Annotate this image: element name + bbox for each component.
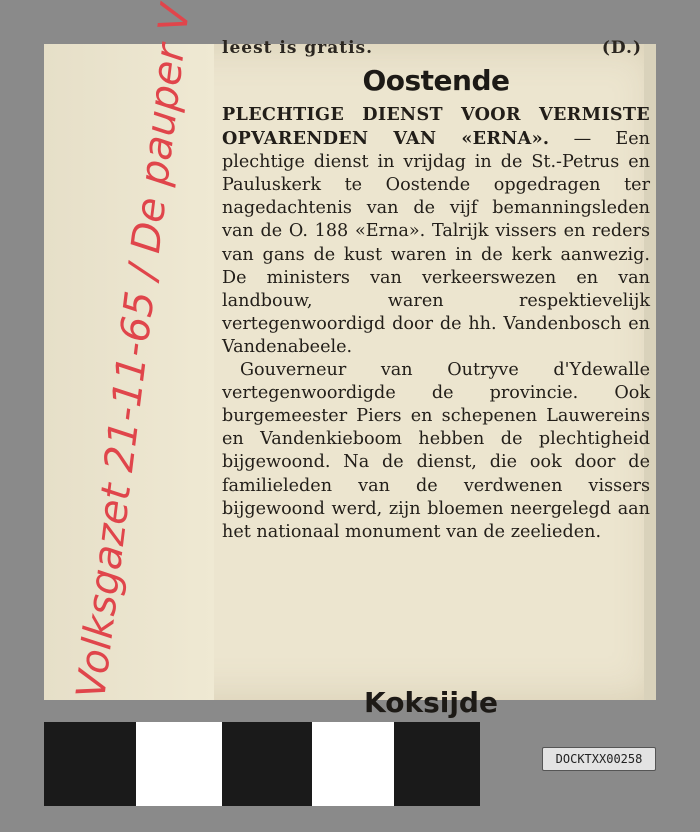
handwritten-note-text: Volksgazet 21-11-65 / De pauper V: [68, 1, 200, 702]
clipping-margin: [44, 44, 214, 700]
newspaper-clipping: [44, 1, 656, 719]
article-lead: PLECHTIGE DIENST VOOR VERMISTE OPVARENDEN VAN «ERNA».: [222, 104, 650, 150]
article-paragraph-1: [222, 103, 650, 359]
article-paragraph-2: Gouverneur van Outryve d'Ydewalle vertegenwoordigde de provincie. Ook burgemeester Piers en schepenen Lauwereins en Vandenkieboom hebben de plechtigheid bijgewoond. Na de dienst, die ook door de familieleden van de verdwenen vissers bijgewoond werd, zijn bloemen neergelegd aan het nationaal monument van de zeelieden.: [222, 360, 650, 542]
color-swatch: [222, 722, 312, 806]
archive-id-label: [542, 747, 656, 771]
article-headline: Oostende: [362, 64, 510, 97]
color-swatch: [394, 722, 480, 806]
color-calibration-strip: [44, 722, 480, 806]
previous-article-initial: (D.): [601, 38, 642, 58]
article-paragraph-1-text: — Een plechtige dienst in vrijdag in de St.-Petrus en Pauluskerk te Oostende opgedragen ter nagedachtenis van de vijf bemanningsleden van de O. 188 «Erna». Talrijk vissers en reders van gans de kust waren in de kerk aanwezig. De ministers van verkeerswezen en van landbouw, waren respektievelijk vertegenwoordigd door de hh. Vandenbosch en Vandenabeele.: [222, 129, 650, 357]
article: [222, 64, 650, 544]
color-swatch: [136, 722, 222, 806]
color-swatch: [312, 722, 394, 806]
color-swatch: [44, 722, 136, 806]
next-article-headline-fragment: Koksijde: [364, 686, 498, 719]
archive-id-text: DOCKTXX00258: [555, 752, 643, 766]
previous-article-fragment: leest is gratis.: [222, 38, 374, 58]
cut-off-previous-article: [222, 38, 642, 58]
